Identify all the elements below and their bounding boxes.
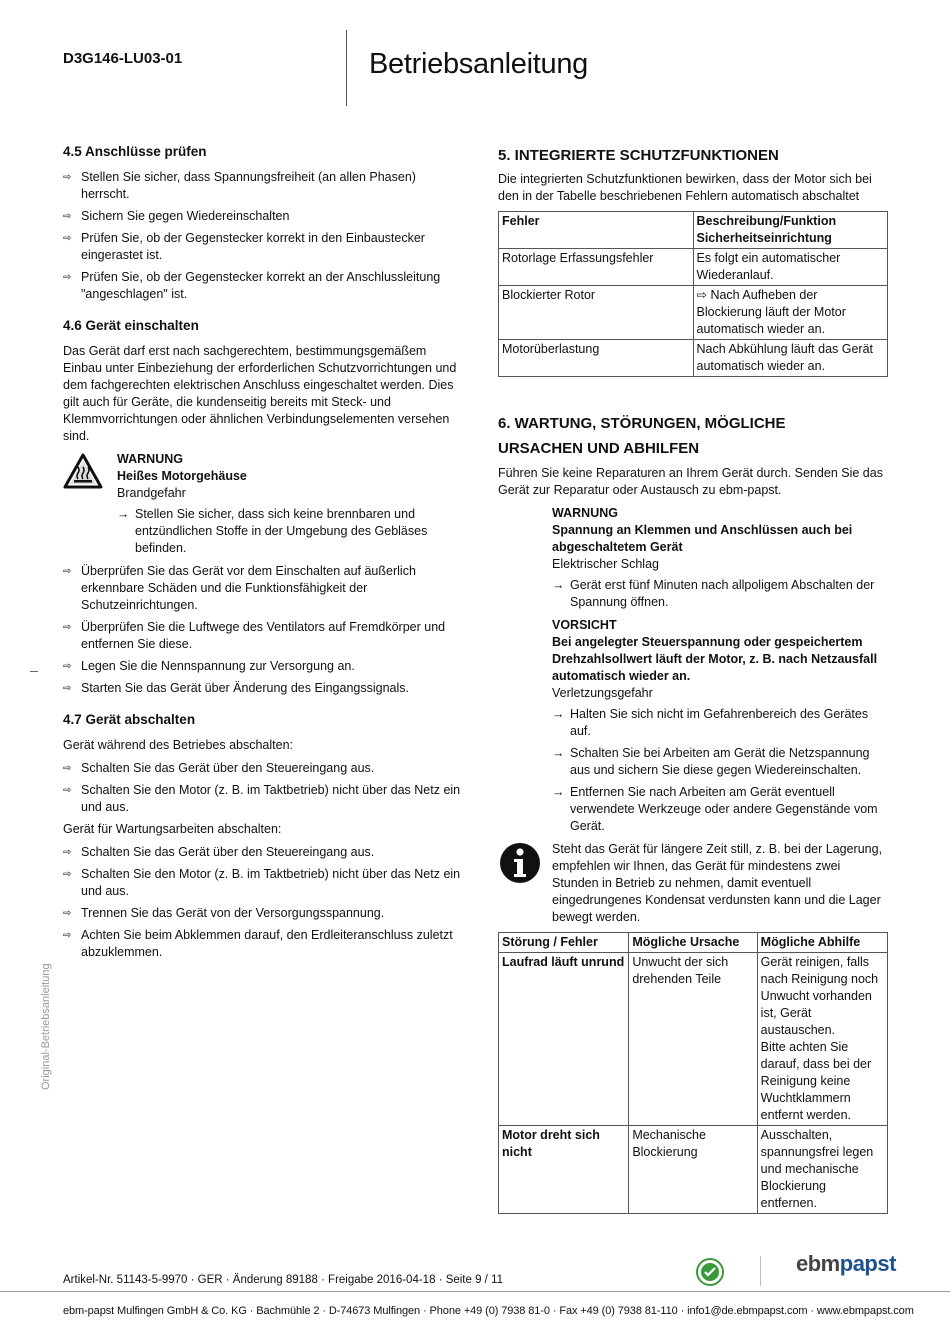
section-6-title <box>498 411 888 461</box>
article-info: Artikel-Nr. 51143-5-9970 · GER · Änderung 89188 · Freigabe 2016-04-18 · Seite 9 / 11 <box>63 1274 504 1286</box>
list-item: ⇨ Starten Sie das Gerät über Änderung des Eingangssignals. <box>63 680 468 697</box>
table-cell: Motor dreht sich nicht <box>499 1126 629 1214</box>
warning-label: WARNUNG <box>117 452 183 466</box>
remedy-note: Bitte achten Sie darauf, dass bei der Reinigung keine Wuchtklammern entfernt werden. <box>760 1040 872 1122</box>
table-cell: Es folgt ein automatischer Wiederanlauf. <box>693 249 888 286</box>
ebmpapst-logo <box>796 1251 896 1276</box>
table-row <box>499 286 888 340</box>
troubleshooting-table <box>498 932 888 1214</box>
side-label: Original-Betriebsanleitung <box>40 963 52 1090</box>
caution-subtitle: Verletzungsgefahr <box>552 686 653 700</box>
section-5-title: 5. INTEGRIERTE SCHUTZFUNKTIONEN <box>498 147 779 164</box>
list-item: ⇨ Sichern Sie gegen Wiedereinschalten <box>63 208 468 225</box>
list-item: ⇨ Achten Sie beim Abklemmen darauf, den Erdleiteranschluss zuletzt abzuklemmen. <box>63 927 468 961</box>
list-item: ⇨ Legen Sie die Nennspannung zur Versorgung an. <box>63 658 468 675</box>
list-item: ⇨ Trennen Sie das Gerät von der Versorgungsspannung. <box>63 905 468 922</box>
section-6-title-line-2: URSACHEN UND ABHILFEN <box>498 440 700 457</box>
warning-title: Heißes Motorgehäuse <box>117 469 247 483</box>
section-6-text: Führen Sie keine Reparaturen an Ihrem Gerät durch. Senden Sie das Gerät zur Reparatur oder Austausch zu ebm-papst. <box>498 466 883 497</box>
info-text: Steht das Gerät für längere Zeit still, z. B. bei der Lagerung, empfehlen wir Ihnen, das Gerät für mindestens zwei Stunden in Betrieb zu nehmen, damit eventuell eingedrungenes Kondensat verdunsten kann und die Lager bewegt werden. <box>552 842 883 924</box>
warning-subtitle: Elektrischer Schlag <box>552 557 659 571</box>
warning-voltage <box>552 505 888 611</box>
warning-subtitle: Brandgefahr <box>117 486 186 500</box>
s46-list <box>63 563 468 697</box>
table-cell: Ausschalten, spannungsfrei legen und mechanische Blockierung entfernen. <box>757 1126 887 1214</box>
list-item: ⇨ Schalten Sie das Gerät über den Steuereingang aus. <box>63 760 468 777</box>
remedy-text: Gerät reinigen, falls nach Reinigung noch Unwucht vorhanden ist, Gerät austauschen. <box>760 955 879 1037</box>
caution-action: → Schalten Sie bei Arbeiten am Gerät die Netzspannung aus und sichern Sie diese gegen Wiedereinschalten. <box>552 745 888 779</box>
warning-action: → Stellen Sie sicher, dass sich keine brennbaren und entzündlichen Stoffe in der Umgebung des Gebläses befinden. <box>117 506 468 557</box>
list-item: ⇨ Stellen Sie sicher, dass Spannungsfreiheit (an allen Phasen) herrscht. <box>63 169 468 203</box>
warning-title: Spannung an Klemmen und Anschlüssen auch bei abgeschaltetem Gerät <box>552 523 853 554</box>
caution-action: → Halten Sie sich nicht im Gefahrenbereich des Gerätes auf. <box>552 706 888 740</box>
warning-hot-housing <box>63 451 468 557</box>
document-title: Betriebsanleitung <box>369 48 588 80</box>
table-row <box>499 340 888 377</box>
hot-surface-warning-icon <box>63 453 103 489</box>
list-item: ⇨ Überprüfen Sie die Luftwege des Ventilators auf Fremdkörper und entfernen Sie diese. <box>63 619 468 653</box>
list-item: ⇨ Prüfen Sie, ob der Gegenstecker korrekt in den Einbaustecker eingerastet ist. <box>63 230 468 264</box>
s47-intro-2: Gerät für Wartungsarbeiten abschalten: <box>63 822 282 836</box>
logo-papst: papst <box>839 1251 896 1276</box>
list-item: ⇨ Schalten Sie den Motor (z. B. im Taktbetrieb) nicht über das Netz ein und aus. <box>63 866 468 900</box>
side-fold-mark <box>30 671 38 672</box>
caution-label: VORSICHT <box>552 618 617 632</box>
table-header-cell: Beschreibung/Funktion Sicherheitseinrichtung <box>693 212 888 249</box>
section-4-5-title: 4.5 Anschlüsse prüfen <box>63 144 207 159</box>
s45-list <box>63 169 468 303</box>
right-column <box>498 143 888 1214</box>
info-note <box>498 841 888 926</box>
table-row <box>499 249 888 286</box>
table-header-cell: Fehler <box>499 212 694 249</box>
table-header-row <box>499 212 888 249</box>
info-icon <box>498 841 542 885</box>
warning-label: WARNUNG <box>552 506 618 520</box>
table-cell: Mechanische Blockierung <box>629 1126 757 1214</box>
caution-title: Bei angelegter Steuerspannung oder gespeichertem Drehzahlsollwert läuft der Motor, z. B. nach Netzausfall automatisch wieder an. <box>552 635 878 683</box>
table-cell: Blockierter Rotor <box>499 286 694 340</box>
table-header-row <box>499 933 888 953</box>
table-cell: Unwucht der sich drehenden Teile <box>629 953 757 1126</box>
table-header-cell: Mögliche Ursache <box>629 933 757 953</box>
section-5-text: Die integrierten Schutzfunktionen bewirken, dass der Motor sich bei den in der Tabelle beschriebenen Fehlern automatisch abschaltet <box>498 172 872 203</box>
s47-intro-1: Gerät während des Betriebes abschalten: <box>63 738 293 752</box>
table-cell: Rotorlage Erfassungsfehler <box>499 249 694 286</box>
document-code: D3G146-LU03-01 <box>63 50 183 67</box>
list-item: ⇨ Überprüfen Sie das Gerät vor dem Einschalten auf äußerlich erkennbare Schäden und die Funktionsfähigkeit der Schutzeinrichtungen. <box>63 563 468 614</box>
table-cell: Nach Abkühlung läuft das Gerät automatisch wieder an. <box>693 340 888 377</box>
section-4-7-title: 4.7 Gerät abschalten <box>63 712 196 727</box>
table-cell: ⇨ Nach Aufheben der Blockierung läuft der Motor automatisch wieder an. <box>693 286 888 340</box>
table-cell: Laufrad läuft unrund <box>499 953 629 1126</box>
protection-functions-table <box>498 211 888 377</box>
logo-divider <box>760 1256 761 1286</box>
greentech-icon <box>696 1258 724 1286</box>
section-4-6-title: 4.6 Gerät einschalten <box>63 318 199 333</box>
header-divider <box>346 30 347 106</box>
table-cell <box>757 953 887 1126</box>
table-header-cell: Störung / Fehler <box>499 933 629 953</box>
section-4-6-text: Das Gerät darf erst nach sachgerechtem, bestimmungsgemäßem Einbau unter Einbeziehung der erforderlichen Schutzvorrichtungen und dem fachgerechten elektrischen Anschluss eingeschaltet werden. Dies gilt auch für Geräte, die kundenseitig bereits mit Steck- und Klemmvorrichtungen oder ähnlichen Verbindungselementen versehen sind. <box>63 344 457 443</box>
table-row <box>499 953 888 1126</box>
footer-rule <box>0 1291 950 1292</box>
list-item: ⇨ Schalten Sie das Gerät über den Steuereingang aus. <box>63 844 468 861</box>
table-row <box>499 1126 888 1214</box>
table-cell: Motorüberlastung <box>499 340 694 377</box>
warning-action: → Gerät erst fünf Minuten nach allpoligem Abschalten der Spannung öffnen. <box>552 577 888 611</box>
caution-action: → Entfernen Sie nach Arbeiten am Gerät eventuell verwendete Werkzeuge oder andere Gegenstände vom Gerät. <box>552 784 888 835</box>
left-column <box>63 143 468 966</box>
company-info: ebm-papst Mulfingen GmbH & Co. KG · Bachmühle 2 · D-74673 Mulfingen · Phone +49 (0) 7938 81-0 · Fax +49 (0) 7938 81-110 · info1@de.ebmpapst.com · www.ebmpapst.com <box>63 1305 914 1317</box>
list-item: ⇨ Schalten Sie den Motor (z. B. im Taktbetrieb) nicht über das Netz ein und aus. <box>63 782 468 816</box>
list-item: ⇨ Prüfen Sie, ob der Gegenstecker korrekt an der Anschlussleitung "angeschlagen" ist. <box>63 269 468 303</box>
section-6-title-line-1: 6. WARTUNG, STÖRUNGEN, MÖGLICHE <box>498 415 786 432</box>
logo-ebm: ebm <box>796 1251 840 1276</box>
caution-restart <box>552 617 888 835</box>
table-header-cell: Mögliche Abhilfe <box>757 933 887 953</box>
